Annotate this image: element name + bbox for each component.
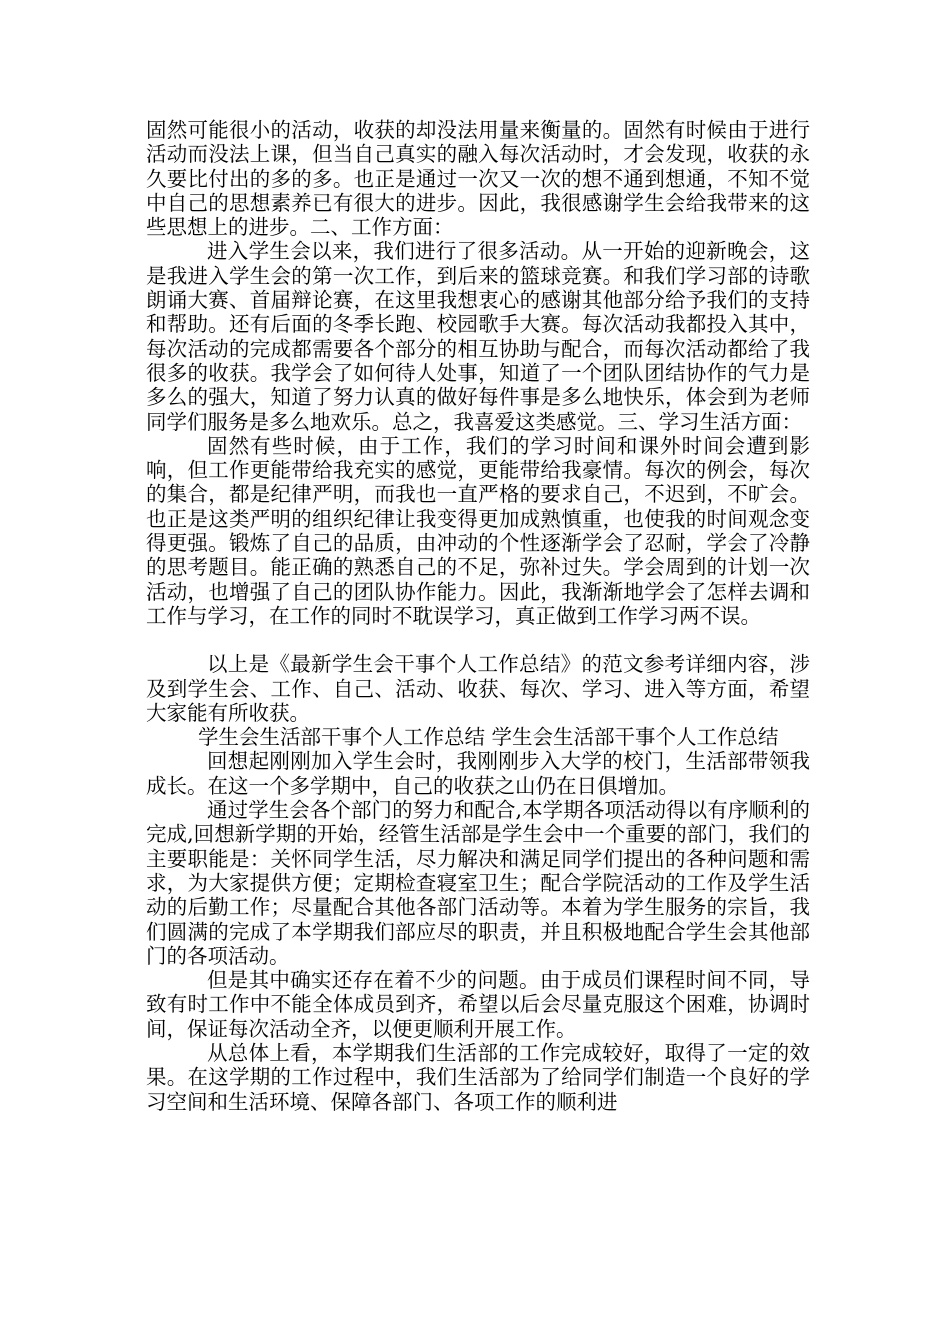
paragraph-summary-note: 以上是《最新学生会干事个人工作总结》的范文参考详细内容，涉及到学生会、工作、自己、活动、收获、每次、学习、进入等方面，希望大家能有所收获。 [146, 652, 810, 725]
paragraph-intro: 固然可能很小的活动，收获的却没法用量来衡量的。固然有时候由于进行活动而没法上课，但当自己真实的融入每次活动时，才会发现，收获的永久要比付出的多的多。也正是通过一次又一次的想不通到想通，不知不觉中自己的思想素养已有很大的进步。因此，我很感谢学生会给我带来的这些思想上的进步。二、工作方面： [146, 118, 810, 240]
paragraph-work: 进入学生会以来，我们进行了很多活动。从一开始的迎新晚会，这是我进入学生会的第一次工作，到后来的篮球竞赛。和我们学习部的诗歌朗诵大赛、首届辩论赛，在这里我想衷心的感谢其他部分给予我们的支持和帮助。还有后面的冬季长跑、校园歌手大赛。每次活动我都投入其中，每次活动的完成都需要各个部分的相互协助与配合，而每次活动都给了我很多的收获。我学会了如何待人处事，知道了一个团队团结协作的气力是多么的强大，知道了努力认真的做好每件事是多么地快乐，体会到为老师同学们服务是多么地欢乐。总之，我喜爱这类感觉。三、学习生活方面： [146, 239, 810, 434]
section-title: 学生会生活部干事个人工作总结 学生会生活部干事个人工作总结 [198, 725, 779, 750]
paragraph-department-duties: 通过学生会各个部门的努力和配合,本学期各项活动得以有序顺利的完成,回想新学期的开始，经管生活部是学生会中一个重要的部门，我们的主要职能是：关怀同学生活，尽力解决和满足同学们提出的各种问题和需求，为大家提供方便；定期检查寝室卫生；配合学院活动的工作及学生活动的后勤工作；尽量配合其他各部门活动等。本着为学生服务的宗旨，我们圆满的完成了本学期我们部应尽的职责，并且积极地配合学生会其他部门的各项活动。 [146, 798, 810, 968]
paragraph-spacer [146, 628, 810, 652]
paragraph-overall: 从总体上看，本学期我们生活部的工作完成较好，取得了一定的效果。在这学期的工作过程中，我们生活部为了给同学们制造一个良好的学习空间和生活环境、保障各部门、各项工作的顺利进 [146, 1040, 810, 1114]
paragraph-problems: 但是其中确实还存在着不少的问题。由于成员们课程时间不同，导致有时工作中不能全体成员到齐，希望以后会尽量克服这个困难，协调时间，保证每次活动全齐，以便更顺利开展工作。 [146, 968, 810, 1041]
document-page [146, 118, 810, 1114]
paragraph-study-life: 固然有些时候，由于工作，我们的学习时间和课外时间会遭到影响，但工作更能带给我充实的感觉，更能带给我豪情。每次的例会，每次的集合，都是纪律严明，而我也一直严格的要求自己，不迟到，不旷会。也正是这类严明的组织纪律让我变得更加成熟慎重，也使我的时间观念变得更强。锻炼了自己的品质，由冲动的个性逐渐学会了忍耐，学会了冷静的思考题目。能正确的熟悉自己的不足，弥补过失。学会周到的计划一次活动，也增强了自己的团队协作能力。因此，我渐渐地学会了怎样去调和工作与学习，在工作的同时不耽误学习，真正做到工作学习两不误。 [146, 433, 810, 628]
paragraph-recall: 回想起刚刚加入学生会时，我刚刚步入大学的校门，生活部带领我成长。在这一个多学期中，自己的收获之山仍在日俱增加。 [146, 749, 810, 798]
